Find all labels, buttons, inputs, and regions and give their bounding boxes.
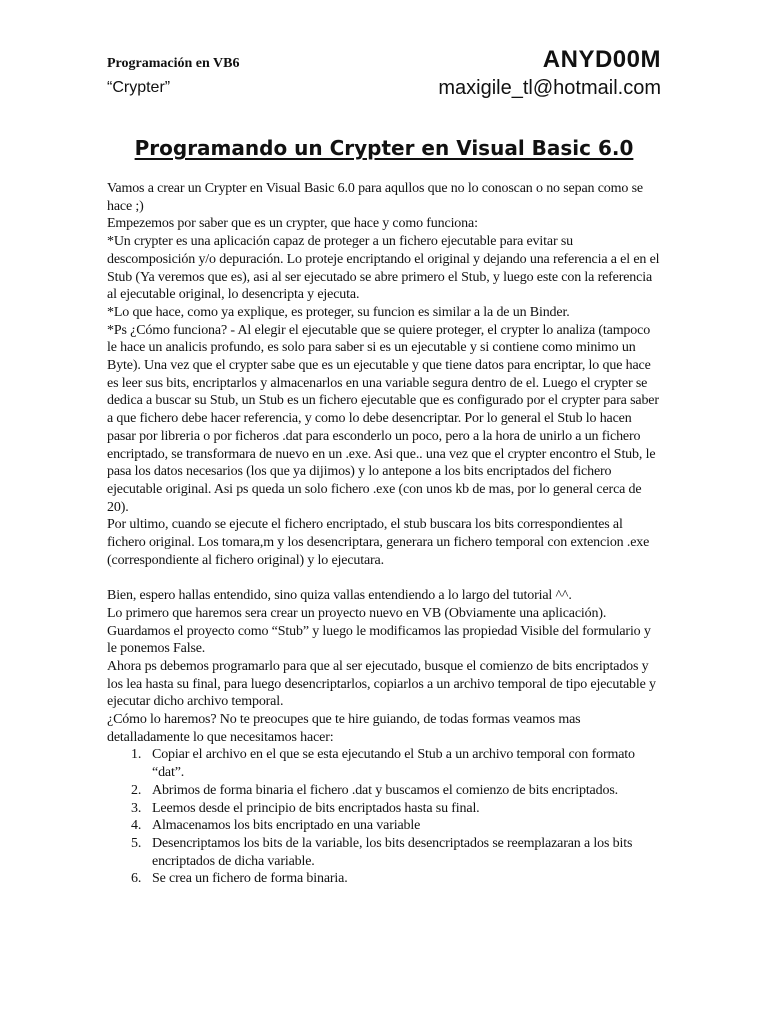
steps-list [107, 746, 661, 888]
header-author: ANYD00M [542, 46, 661, 73]
list-item-number: 6. [131, 871, 142, 887]
paragraph-execution: Por ultimo, cuando se ejecute el fichero encriptado, el stub buscara los bits correspondientes al fichero original. Los tomara,m y los desencriptara, generara un fichero temporal con extencion .exe (correspondiente al fichero original) y lo ejecutara. [107, 517, 650, 568]
list-item-text: Se crea un fichero de forma binaria. [152, 871, 348, 887]
header-email: maxigile_tl@hotmail.com [438, 77, 661, 99]
paragraph-spacer [107, 569, 661, 587]
paragraph-transition: Bien, espero hallas entendido, sino quiza vallas entendiendo a lo largo del tutorial ^^. [107, 588, 572, 604]
paragraph-definition: *Un crypter es una aplicación capaz de proteger a un fichero ejecutable para evitar su descomposición y/o depuración. Lo proteje encriptando el original y dejando una referencia a el en el Stub (Ya veremos que es), asi al ser ejecutado se abre primero el Stub, y luego este con la referencia al ejecutable original, lo desencripta y ejecuta. [107, 234, 660, 303]
list-item [107, 782, 661, 800]
paragraph-programming: Ahora ps debemos programarlo para que al ser ejecutado, busque el comienzo de bits encriptados y los lea hasta su final, para luego desencriptarlos, copiarlos a un archivo temporal de tipo ejecutable y ejecutar dicho archivo temporal. [107, 658, 656, 710]
list-item-text: Desencriptamos los bits de la variable, los bits desencriptados se reemplazaran a los bits encriptados de dicha variable. [152, 836, 633, 869]
paragraph-new-project: Lo primero que haremos sera crear un proyecto nuevo en VB (Obviamente una aplicación). Guardamos el proyecto como “Stub” y luego le modificamos las propiedad Visible del formulario y le ponemos False. [107, 605, 651, 657]
list-item [107, 800, 661, 818]
list-item-number: 2. [131, 782, 142, 798]
header-course-title: Programación en VB6 [107, 56, 240, 71]
list-item-text: Almacenamos los bits encriptado en una variable [152, 818, 421, 834]
paragraph-how-it-works: *Ps ¿Cómo funciona? - Al elegir el ejecutable que se quiere proteger, el crypter lo analiza (tampoco le hace un analicis profundo, es solo para saber si es un ejecutable y si contiene como minimo un Byte). Una vez que el crypter sabe que es un ejecutable y que tiene datos para encriptar, lo que hace es leer sus bits, encriptarlos y almacenarlos en una variable segura dentro de el. Luego el crypter se dedica a buscar su Stub, un Stub es un fichero ejecutable que es configurado por el crypter para saber a que fichero debe hacer referencia, y como lo debe desencriptar. Por lo general el Stub lo hacen pasar por libreria o por ficheros .dat para esconderlo un poco, pero a la hora de unirlo a un fichero encriptado, se transformara de nuevo en un .exe. Asi que.. una vez que el crypter encontro el Stub, le pasa los datos necesarios (los que ya dijimos) y lo antepone a los bits encriptados del fichero ejecutable original. Asi ps queda un solo fichero .exe (con unos kb de mas, por lo general cerca de 20). [107, 322, 659, 515]
document-title: Programando un Crypter en Visual Basic 6.0 [134, 136, 634, 160]
list-item [107, 746, 661, 781]
paragraph-how-to: ¿Cómo lo haremos? No te preocupes que te hire guiando, de todas formas veamos mas detalladamente lo que necesitamos hacer: [107, 712, 581, 745]
list-item-text: Copiar el archivo en el que se esta ejecutando el Stub a un archivo temporal con formato “dat”. [152, 747, 635, 781]
document-body [107, 180, 661, 888]
list-item-text: Leemos desde el principio de bits encriptados hasta su final. [152, 800, 480, 816]
list-item [107, 835, 661, 870]
list-item-number: 3. [131, 800, 142, 816]
paragraph-question: Empezemos por saber que es un crypter, que hace y como funciona: [107, 216, 478, 232]
list-item-text: Abrimos de forma binaria el fichero .dat y buscamos el comienzo de bits encriptados. [152, 782, 618, 798]
list-item [107, 870, 661, 888]
paragraph-purpose: *Lo que hace, como ya explique, es proteger, su funcion es similar a la de un Binder. [107, 304, 570, 320]
list-item [107, 817, 661, 835]
list-item-number: 5. [131, 836, 142, 851]
list-item-number: 1. [131, 747, 142, 763]
paragraph-intro: Vamos a crear un Crypter en Visual Basic 6.0 para aqullos que no lo conoscan o no sepan como se hace ;) [107, 181, 643, 214]
list-item-number: 4. [131, 818, 142, 834]
header-topic: “Crypter” [107, 79, 171, 96]
